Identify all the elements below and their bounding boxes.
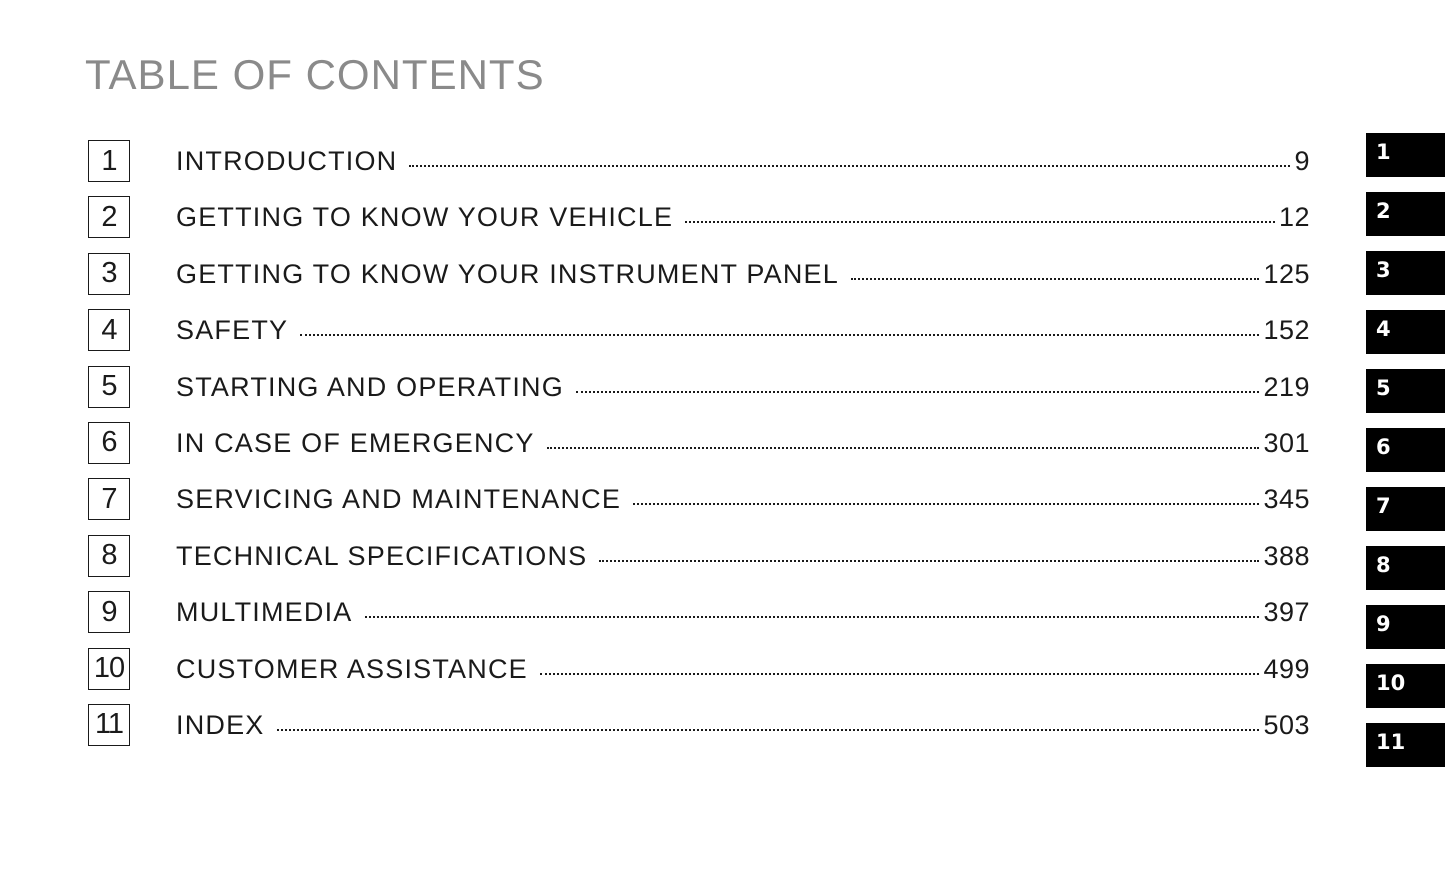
chapter-title: CUSTOMER ASSISTANCE <box>176 653 528 684</box>
toc-entry-text[interactable] <box>176 253 1310 295</box>
dot-leader <box>300 334 1259 336</box>
dot-leader <box>547 447 1260 449</box>
page-number: 503 <box>1263 709 1310 740</box>
chapter-title: INTRODUCTION <box>176 146 398 176</box>
chapter-number-box: 11 <box>88 704 130 746</box>
toc-entry[interactable] <box>88 648 1310 704</box>
chapter-title: GETTING TO KNOW YOUR INSTRUMENT PANEL <box>176 258 839 289</box>
toc-entry[interactable] <box>88 253 1310 309</box>
chapter-title: IN CASE OF EMERGENCY <box>176 427 535 458</box>
toc-entry-text[interactable] <box>176 478 1310 520</box>
chapter-tab-11[interactable]: 11 <box>1366 723 1445 767</box>
page-number: 397 <box>1263 597 1310 628</box>
toc-entry-text[interactable] <box>176 422 1310 464</box>
page-number: 12 <box>1278 202 1310 233</box>
page-title: TABLE OF CONTENTS <box>85 51 545 98</box>
toc-entry[interactable] <box>88 535 1310 591</box>
toc-entry-text[interactable] <box>176 704 1310 746</box>
page-number: 219 <box>1263 371 1310 402</box>
toc-entry[interactable] <box>88 704 1310 760</box>
dot-leader <box>851 278 1259 280</box>
toc-entry[interactable] <box>88 309 1310 365</box>
chapter-number-box: 7 <box>88 478 130 520</box>
toc-entry[interactable] <box>88 366 1310 422</box>
chapter-number-box: 2 <box>88 196 130 238</box>
chapter-tab-9[interactable]: 9 <box>1366 605 1445 649</box>
toc-entry-text[interactable] <box>176 140 1310 182</box>
chapter-number-box: 6 <box>88 422 130 464</box>
chapter-title: MULTIMEDIA <box>176 597 353 628</box>
chapter-number-box: 4 <box>88 309 130 351</box>
chapter-tab-8[interactable]: 8 <box>1366 546 1445 590</box>
toc-entry-text[interactable] <box>176 196 1310 238</box>
chapter-number-box: 8 <box>88 535 130 577</box>
toc-entry-text[interactable] <box>176 366 1310 408</box>
toc-entry[interactable] <box>88 422 1310 478</box>
page-number: 152 <box>1263 315 1310 346</box>
chapter-number-box: 5 <box>88 366 130 408</box>
chapter-title: TECHNICAL SPECIFICATIONS <box>176 540 588 571</box>
toc-entry-text[interactable] <box>176 591 1310 633</box>
chapter-tab-2[interactable]: 2 <box>1366 192 1445 236</box>
chapter-title: STARTING AND OPERATING <box>176 371 564 402</box>
dot-leader <box>277 729 1260 731</box>
toc-list <box>88 140 1310 760</box>
chapter-tab-1[interactable]: 1 <box>1366 133 1445 177</box>
page-number: 499 <box>1263 653 1310 684</box>
chapter-number-box: 10 <box>88 648 130 690</box>
page-number: 125 <box>1263 258 1310 289</box>
chapter-tab-10[interactable]: 10 <box>1366 664 1445 708</box>
dot-leader <box>576 391 1259 393</box>
chapter-tab-4[interactable]: 4 <box>1366 310 1445 354</box>
chapter-tab-3[interactable]: 3 <box>1366 251 1445 295</box>
chapter-title: INDEX <box>176 709 265 740</box>
page-number: 301 <box>1263 427 1310 458</box>
dot-leader <box>633 503 1259 505</box>
chapter-number-box: 9 <box>88 591 130 633</box>
page-number: 388 <box>1263 540 1310 571</box>
chapter-tab-7[interactable]: 7 <box>1366 487 1445 531</box>
dot-leader <box>685 221 1275 223</box>
page-number: 345 <box>1263 484 1310 515</box>
chapter-number-box: 3 <box>88 253 130 295</box>
toc-entry[interactable] <box>88 140 1310 196</box>
toc-entry[interactable] <box>88 478 1310 534</box>
chapter-title: SAFETY <box>176 315 289 346</box>
dot-leader <box>540 673 1260 675</box>
chapter-number-box: 1 <box>88 140 130 182</box>
page-number: 9 <box>1294 146 1310 176</box>
chapter-title: SERVICING AND MAINTENANCE <box>176 484 622 515</box>
toc-entry[interactable] <box>88 196 1310 252</box>
toc-entry-text[interactable] <box>176 535 1310 577</box>
chapter-tabs <box>1366 133 1445 782</box>
chapter-tab-6[interactable]: 6 <box>1366 428 1445 472</box>
dot-leader <box>365 616 1260 618</box>
toc-entry-text[interactable] <box>176 648 1310 690</box>
toc-entry-text[interactable] <box>176 309 1310 351</box>
chapter-title: GETTING TO KNOW YOUR VEHICLE <box>176 202 674 233</box>
dot-leader <box>599 560 1259 562</box>
chapter-tab-5[interactable]: 5 <box>1366 369 1445 413</box>
toc-entry[interactable] <box>88 591 1310 647</box>
dot-leader <box>409 165 1290 167</box>
